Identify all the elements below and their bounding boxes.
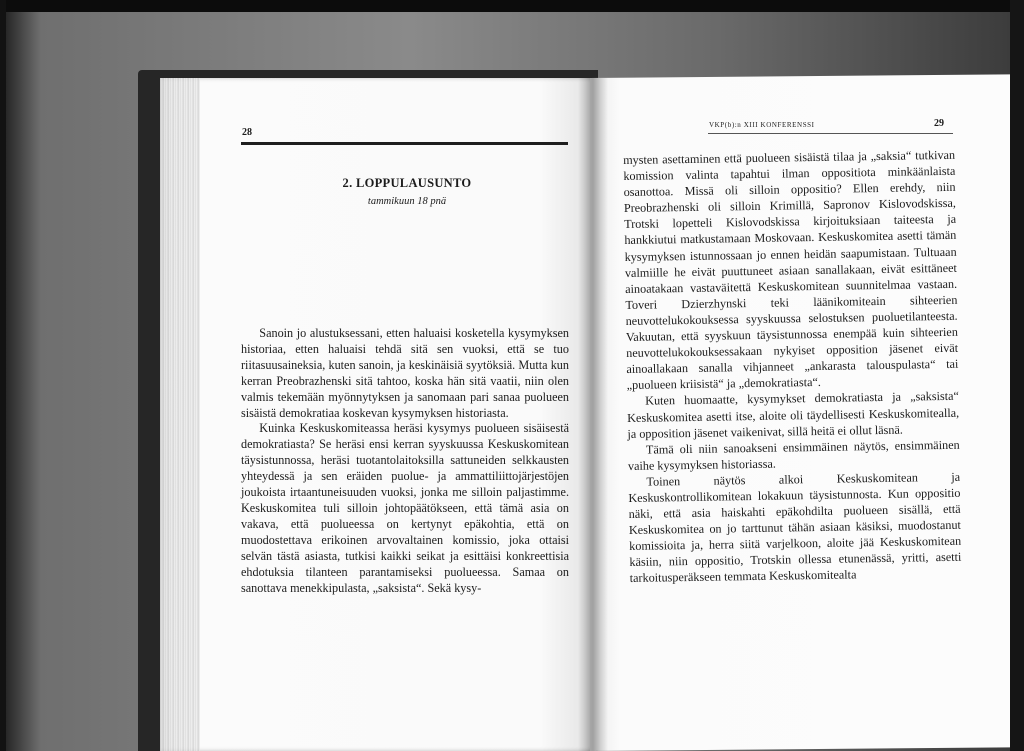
background-top-edge	[0, 0, 1024, 12]
section-title: 2. LOPPULAUSUNTO	[342, 176, 472, 190]
page-edges	[160, 78, 200, 751]
left-body-text	[241, 326, 569, 596]
paragraph: Kuinka Keskuskomiteassa heräsi kysymys puolueen sisäisestä demokratiasta? Se heräsi ensi kerran syyskuussa Keskuskomitean täysistunnossa, heräsi tuotantolaitoksilla sattuneiden selkkausten yhteydessä ja sen eräiden puolue- ja ammattiliittojärjestöjen joukoista irtaantuneisuuden vuoksi, jonka me silloin paljastimme. Keskuskomitea tuli silloin johtopäätökseen, että tämä asia on vakava, että puolueessa on kertynyt epäkohtia, että on muodostettava erikoinen arvovaltainen komissio, joka ottaisi selvän tästä asiasta, tutkisi kaikki seikat ja esittäisi konkreettisia ehdotuksia tilanteen parantamiseksi puolueessa. Samaa on sanottava menekkipulasta, „saksista“. Sekä kysy-	[241, 421, 569, 595]
running-header: VKP(b):n XIII KONFERENSSI	[709, 121, 815, 129]
right-page-number: 29	[934, 118, 944, 129]
right-header-rule	[708, 133, 953, 134]
paragraph: Sanoin jo alustuksessani, etten haluaisi kosketella kysymyksen historiaa, etten haluaisi tehdä sitä sen vuoksi, että se tuo riitasuusaineksia, kuten sanoin, ja keskinäisiä syytöksiä. Mutta kun kerran Preobrazhenski sitä tahtoo, koska hän sitä vaatii, niin olen valmis tekemään myönnytyksen ja sanomaan pari sanaa puolueen sisäistä demokratiaa koskevan kysymyksen historiasta.	[241, 326, 569, 420]
paragraph: Kuten huomaatte, kysymykset demokratiasta ja „saksista“ Keskuskomitea asetti itse, aloite oli täydellisesti Keskuskomitealla, ja opposition jäsenet vaikenivat, sillä heitä ei ollut läsnä.	[627, 389, 960, 441]
background-right-edge	[1010, 0, 1024, 751]
right-body-text	[623, 147, 962, 587]
background-left-edge	[0, 0, 6, 751]
section-subtitle: tammikuun 18 pnä	[367, 196, 447, 207]
paragraph: mysten asettaminen että puolueen sisäistä tilaa ja „saksia“ tutkivan komission valinta tapahtui ilman oppositiota minkäänlaista osanottoa. Missä oli silloin oppositio? Ellen erehdy, niin Preobrazhenski oli silloin Krimillä, Sapronov Kislovodskissa, Trotski lopetteli Kislovodskissa kirjoituksiaan taiteesta ja hankkiutui matkustamaan Moskovaan. Keskuskomitea asetti tämän kysymyksen istunnossaan jo ennen heidän saapumistaan. Tultuaan valmiille he eivät puuttuneet asiaan sanallakaan, eivät esittäneet ainoatakaan vastaväitettä Keskuskomitean suunnitelmaa vastaan. Toveri Dzierzhynski teki läänikomiteain sihteerien neuvottelukokouksessa syyskuussa selostuksen puoluetilanteesta. Vakuutan, että syyskuun täysistunnossa enempää kuin sihteerien neuvottelukokouksessakaan nykyiset opposition jäsenet eivät ainoallakaan sanalla vihjanneet „ankarasta talouspulasta“ tai „puolueen kriisistä“ ja „demokratiasta“.	[623, 147, 959, 393]
left-header-rule	[241, 142, 568, 145]
paragraph: Toinen näytös alkoi Keskuskomitean ja Keskuskontrollikomitean lokakuun täysistunnosta. Kun oppositio näki, että asia haiskahti epäkohdilta puolueen sisällä, että Keskuskomitea on jo tarttunut tähän asiaan käsiksi, muodostanut komissioita ja, herra siitä varjelkoon, aloite jää Keskuskomitean käsiin, niin oppositio, Trotskin ollessa etunenässä, yritti, asetti tarkoitusperäkseen temmata Keskuskomitealta	[628, 469, 962, 586]
left-page-number: 28	[242, 127, 252, 138]
book-gutter	[578, 78, 608, 751]
paragraph: Tämä oli niin sanoakseni ensimmäinen näytös, ensimmäinen vaihe kysymyksen historiassa.	[627, 437, 960, 473]
